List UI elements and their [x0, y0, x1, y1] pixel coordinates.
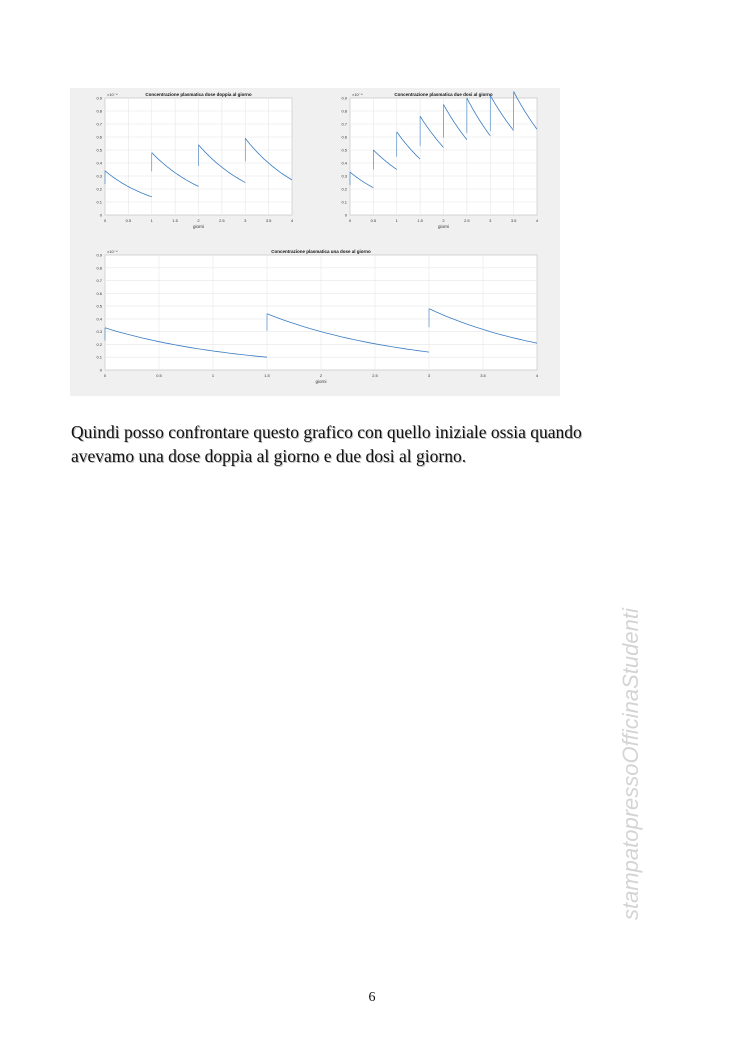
y-tick-label: 0 — [344, 212, 347, 218]
x-tick-label: 3 — [427, 373, 431, 378]
chart-title: Concentrazione plasmatica dose doppia al giorno — [145, 92, 252, 97]
y-tick-label: 0.3 — [96, 329, 102, 335]
x-tick-label: 2 — [442, 218, 445, 223]
chart-due-dosi — [315, 88, 560, 233]
y-tick-label: 0.5 — [96, 147, 102, 153]
watermark: stampatopressoOfficinaStudenti — [618, 608, 643, 920]
body-paragraph: Quindi posso confrontare questo grafico con quello iniziale ossia quando avevamo una dose doppia al giorno e due dosi al giorno. — [71, 422, 582, 466]
x-tick-label: 4 — [535, 373, 539, 378]
y-tick-label: 0.1 — [341, 199, 347, 205]
figure — [70, 88, 560, 396]
y-tick-label: 0.2 — [96, 186, 102, 192]
y-tick-label: 0.3 — [96, 173, 102, 179]
x-tick-label: 0.5 — [125, 218, 132, 223]
x-tick-label: 1 — [150, 218, 153, 223]
x-tick-label: 2.5 — [372, 373, 378, 378]
y-tick-label: 0.4 — [96, 160, 102, 166]
x-tick-label: 1.5 — [172, 218, 178, 223]
x-tick-label: 0 — [103, 373, 107, 378]
x-tick-label: 3.5 — [480, 373, 486, 378]
y-tick-label: 0.5 — [341, 147, 347, 153]
y-tick-label: 0.7 — [341, 121, 347, 127]
x-axis-label: giorni — [192, 224, 205, 229]
chart-una-dose — [70, 245, 560, 395]
y-multiplier: ×10⁻⁴ — [107, 249, 118, 254]
y-tick-label: 0.9 — [96, 252, 102, 258]
y-tick-label: 0.9 — [96, 95, 102, 101]
x-tick-label: 3.5 — [510, 218, 517, 223]
x-tick-label: 2.5 — [464, 218, 470, 223]
y-tick-label: 0.6 — [341, 134, 347, 140]
x-tick-label: 0 — [348, 218, 352, 223]
x-tick-label: 1 — [395, 218, 398, 223]
y-tick-label: 0.9 — [341, 95, 347, 101]
y-tick-label: 0.2 — [341, 186, 347, 192]
y-tick-label: 0.4 — [341, 160, 347, 166]
y-tick-label: 0.2 — [96, 341, 102, 347]
chart-dose-doppia — [70, 88, 315, 233]
y-tick-label: 0.8 — [341, 108, 347, 114]
y-tick-label: 0.1 — [96, 354, 102, 360]
chart-title: Concentrazione plasmatica due dosi al giorno — [394, 92, 493, 97]
chart-title: Concentrazione plasmatica una dose al giorno — [271, 249, 371, 254]
page-number: 6 — [368, 990, 376, 1005]
x-tick-label: 1.5 — [264, 373, 270, 378]
y-multiplier: ×10⁻⁴ — [107, 92, 118, 97]
x-tick-label: 4 — [535, 218, 539, 223]
x-tick-label: 3 — [489, 218, 492, 223]
x-tick-label: 2 — [319, 373, 323, 378]
y-tick-label: 0.7 — [96, 121, 102, 127]
chart-svg — [315, 88, 560, 233]
y-tick-label: 0 — [99, 212, 102, 218]
x-tick-label: 0.5 — [370, 218, 377, 223]
y-tick-label: 0 — [99, 367, 102, 373]
y-tick-label: 0.3 — [341, 173, 347, 179]
x-axis-label: giorni — [315, 379, 327, 384]
x-tick-label: 1 — [211, 373, 215, 378]
y-tick-label: 0.8 — [96, 108, 102, 114]
x-tick-label: 3.5 — [265, 218, 272, 223]
x-tick-label: 0.5 — [156, 373, 162, 378]
y-tick-label: 0.6 — [96, 134, 102, 140]
y-tick-label: 0.5 — [96, 303, 102, 309]
x-tick-label: 2.5 — [219, 218, 225, 223]
x-tick-label: 4 — [290, 218, 294, 223]
x-tick-label: 1.5 — [417, 218, 423, 223]
x-axis-label: giorni — [437, 224, 450, 229]
x-tick-label: 2 — [197, 218, 200, 223]
x-tick-label: 0 — [103, 218, 107, 223]
chart-svg — [70, 88, 315, 233]
y-tick-label: 0.1 — [96, 199, 102, 205]
y-tick-label: 0.4 — [96, 316, 102, 322]
y-tick-label: 0.6 — [96, 290, 102, 296]
y-tick-label: 0.7 — [96, 278, 102, 284]
y-multiplier: ×10⁻⁴ — [352, 92, 363, 97]
x-tick-label: 3 — [244, 218, 247, 223]
y-tick-label: 0.8 — [96, 265, 102, 271]
chart-svg — [70, 245, 560, 395]
